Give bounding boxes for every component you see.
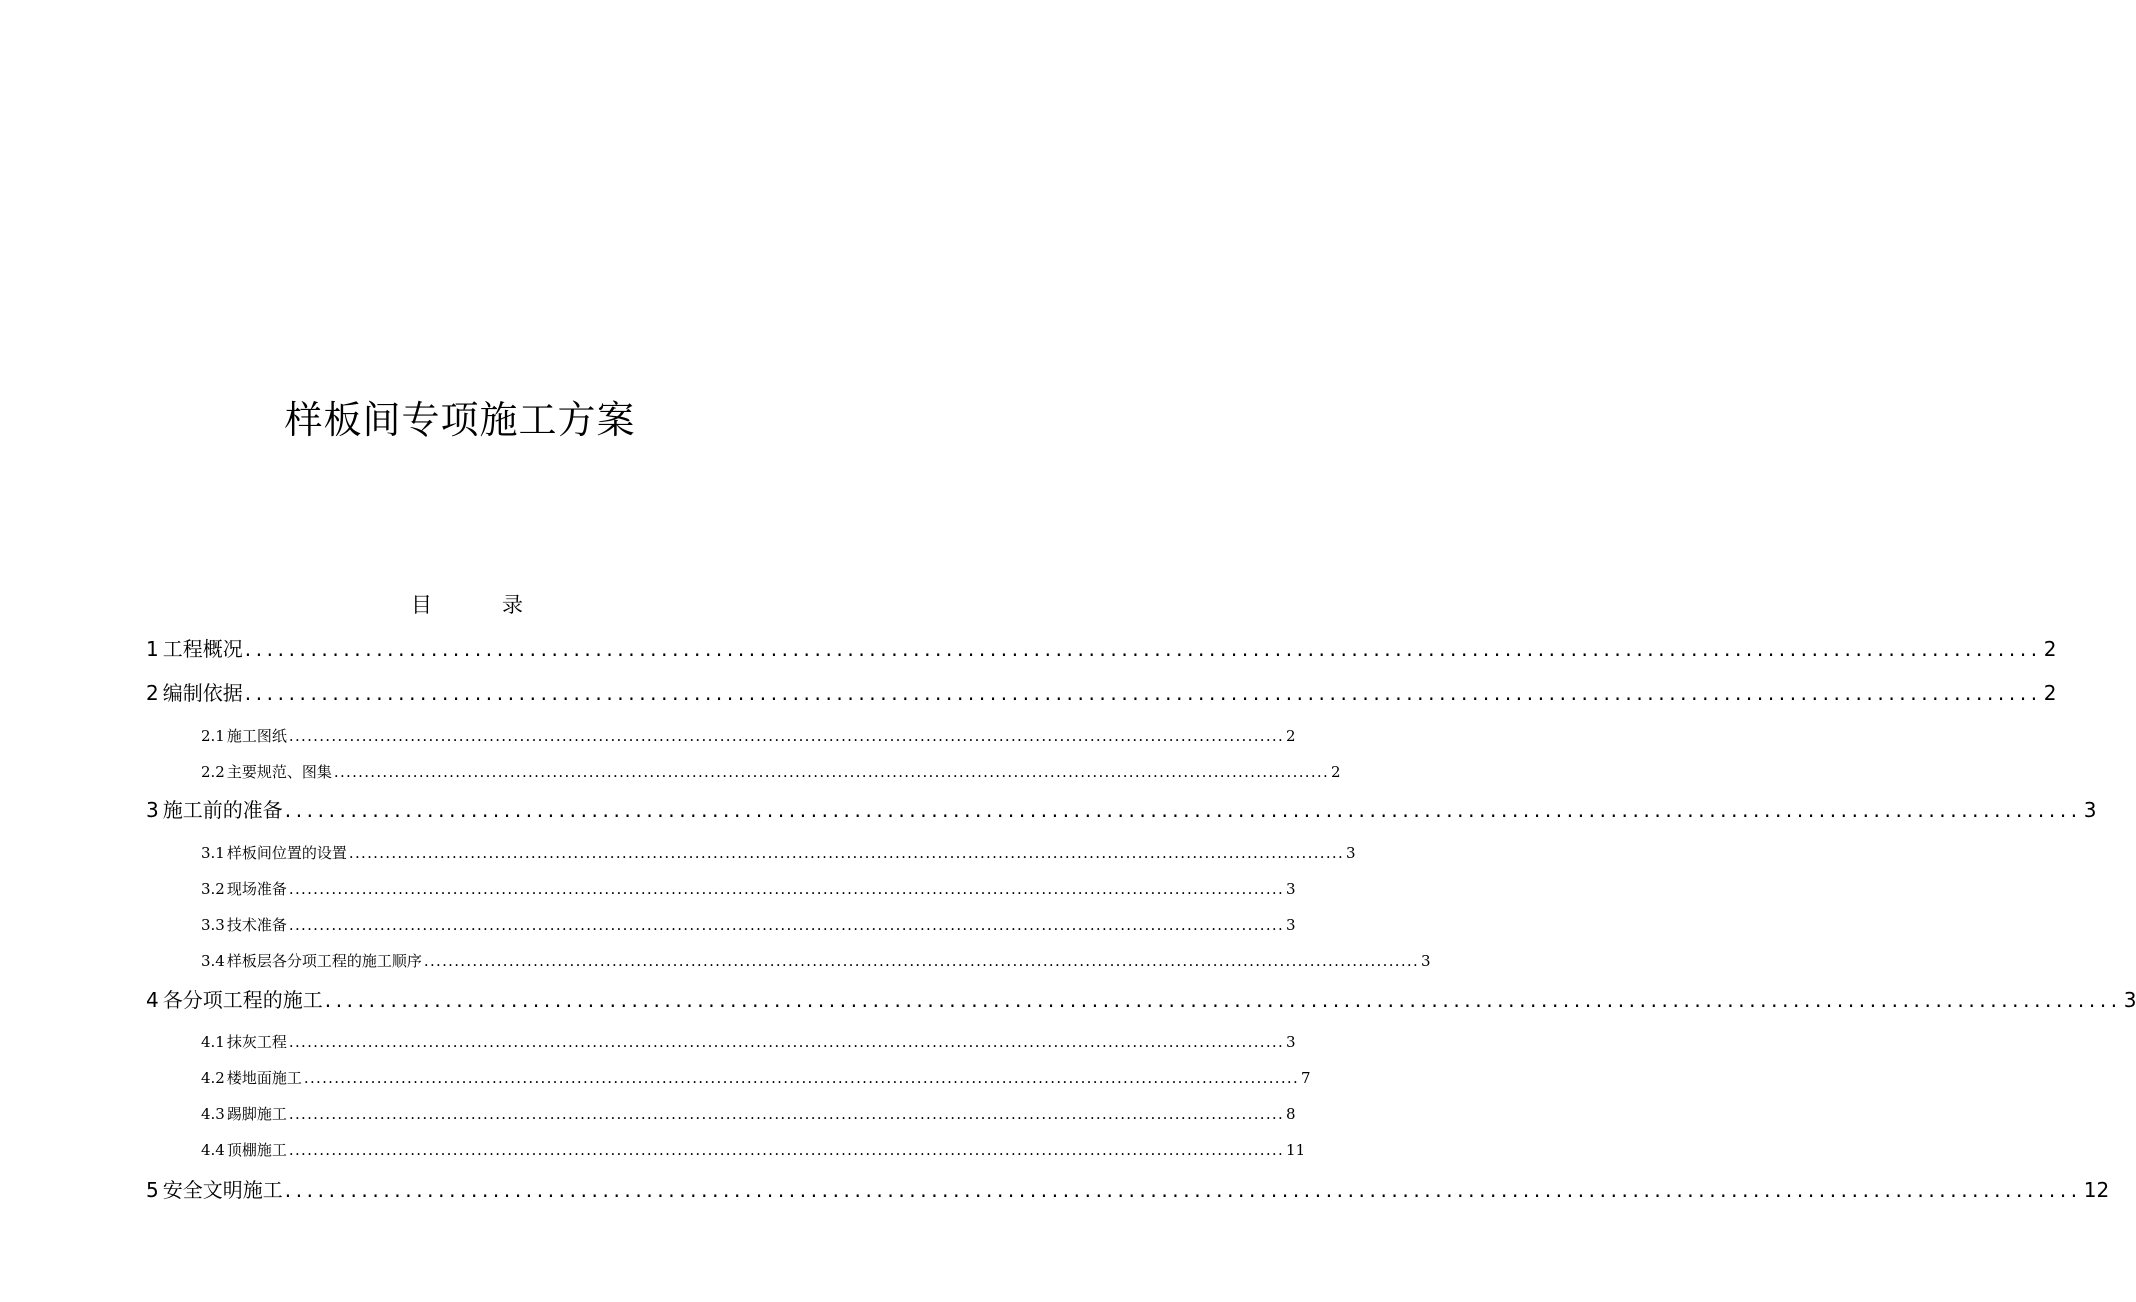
toc-entry[interactable]	[146, 984, 2136, 1016]
toc-leader-dots: ....................................................................................................................................................................	[348, 844, 1345, 862]
toc-entry-number: 4.3	[201, 1105, 225, 1123]
toc-entry-number: 3.4	[201, 952, 225, 970]
toc-heading	[0, 588, 920, 622]
toc-leader-dots: ....................................................................................................................................................................	[303, 1069, 1300, 1087]
toc-leader-dots: ....................................................................................................................................................................	[333, 763, 1330, 781]
toc-entry-title: 工程概况	[162, 637, 243, 661]
toc-entry-page: 3	[1286, 1033, 1296, 1051]
toc-entry[interactable]	[146, 794, 2097, 826]
toc-subentry[interactable]	[201, 1029, 1296, 1055]
toc-leader-dots: ....................................................................................................................................................................	[423, 952, 1420, 970]
toc-subentry[interactable]	[201, 840, 1356, 866]
toc-entry-title: 踢脚施工	[226, 1105, 287, 1123]
toc-entry-number: 2.2	[201, 763, 225, 781]
toc-entry-page: 3	[2083, 798, 2097, 822]
toc-entry-page: 2	[2043, 637, 2057, 661]
toc-entry-number: 3.3	[201, 916, 225, 934]
toc-leader-dots: ....................................................................................................................................................................	[284, 1178, 2082, 1202]
toc-entry[interactable]	[146, 677, 2057, 709]
toc-entry-page: 8	[1286, 1105, 1296, 1123]
toc-leader-dots: ....................................................................................................................................................................	[288, 1141, 1285, 1159]
toc-leader-dots: ....................................................................................................................................................................	[288, 916, 1285, 934]
toc-entry-title: 顶棚施工	[226, 1141, 287, 1159]
toc-entry-page: 3	[1421, 952, 1431, 970]
toc-leader-dots: ....................................................................................................................................................................	[324, 988, 2122, 1012]
toc-leader-dots: ....................................................................................................................................................................	[288, 1105, 1285, 1123]
toc-entry-number: 3.2	[201, 880, 225, 898]
toc-entry-title: 施工图纸	[226, 727, 287, 745]
toc-entry-number: 3	[146, 798, 159, 822]
toc-entry-title: 现场准备	[226, 880, 287, 898]
toc-heading-left: 目	[411, 593, 432, 617]
toc-entry-number: 4.4	[201, 1141, 225, 1159]
toc-entry-title: 抹灰工程	[226, 1033, 287, 1051]
toc-entry-title: 安全文明施工	[162, 1178, 283, 1202]
toc-entry-page: 2	[2043, 681, 2057, 705]
toc-entry-number: 5	[146, 1178, 159, 1202]
toc-heading-right: 录	[502, 593, 523, 617]
toc-entry[interactable]	[146, 633, 2057, 665]
toc-entry-number: 3.1	[201, 844, 225, 862]
toc-leader-dots: ....................................................................................................................................................................	[244, 637, 2042, 661]
toc-entry-title: 技术准备	[226, 916, 287, 934]
document-title: 样板间专项施工方案	[284, 398, 636, 442]
toc-subentry[interactable]	[201, 723, 1296, 749]
toc-entry-page: 7	[1301, 1069, 1311, 1087]
toc-leader-dots: ....................................................................................................................................................................	[244, 681, 2042, 705]
toc-leader-dots: ....................................................................................................................................................................	[288, 880, 1285, 898]
toc-entry-title: 编制依据	[162, 681, 243, 705]
toc-entry-page: 11	[1286, 1141, 1306, 1159]
toc-subentry[interactable]	[201, 876, 1296, 902]
toc-entry-title: 各分项工程的施工	[162, 988, 323, 1012]
toc-entry-number: 1	[146, 637, 159, 661]
toc-entry-title: 施工前的准备	[162, 798, 283, 822]
toc-entry-number: 2	[146, 681, 159, 705]
toc-entry-page: 3	[1286, 880, 1296, 898]
toc-entry-number: 2.1	[201, 727, 225, 745]
toc-entry-number: 4	[146, 988, 159, 1012]
toc-entry-page: 3	[2123, 988, 2136, 1012]
toc-entry[interactable]	[146, 1174, 2110, 1206]
toc-entry-page: 12	[2083, 1178, 2110, 1202]
toc-subentry[interactable]	[201, 1101, 1296, 1127]
toc-entry-page: 3	[1286, 916, 1296, 934]
toc-entry-title: 样板间位置的设置	[226, 844, 347, 862]
toc-subentry[interactable]	[201, 912, 1296, 938]
toc-entry-page: 2	[1286, 727, 1296, 745]
toc-entry-page: 3	[1346, 844, 1356, 862]
toc-entry-title: 主要规范、图集	[226, 763, 332, 781]
toc-entry-number: 4.2	[201, 1069, 225, 1087]
toc-subentry[interactable]	[201, 759, 1341, 785]
toc-leader-dots: ....................................................................................................................................................................	[288, 727, 1285, 745]
toc-leader-dots: ....................................................................................................................................................................	[288, 1033, 1285, 1051]
toc-entry-number: 4.1	[201, 1033, 225, 1051]
toc-subentry[interactable]	[201, 948, 1431, 974]
toc-subentry[interactable]	[201, 1137, 1306, 1163]
toc-entry-title: 楼地面施工	[226, 1069, 302, 1087]
toc-leader-dots: ....................................................................................................................................................................	[284, 798, 2082, 822]
toc-entry-page: 2	[1331, 763, 1341, 781]
toc-subentry[interactable]	[201, 1065, 1311, 1091]
toc-entry-title: 样板层各分项工程的施工顺序	[226, 952, 422, 970]
